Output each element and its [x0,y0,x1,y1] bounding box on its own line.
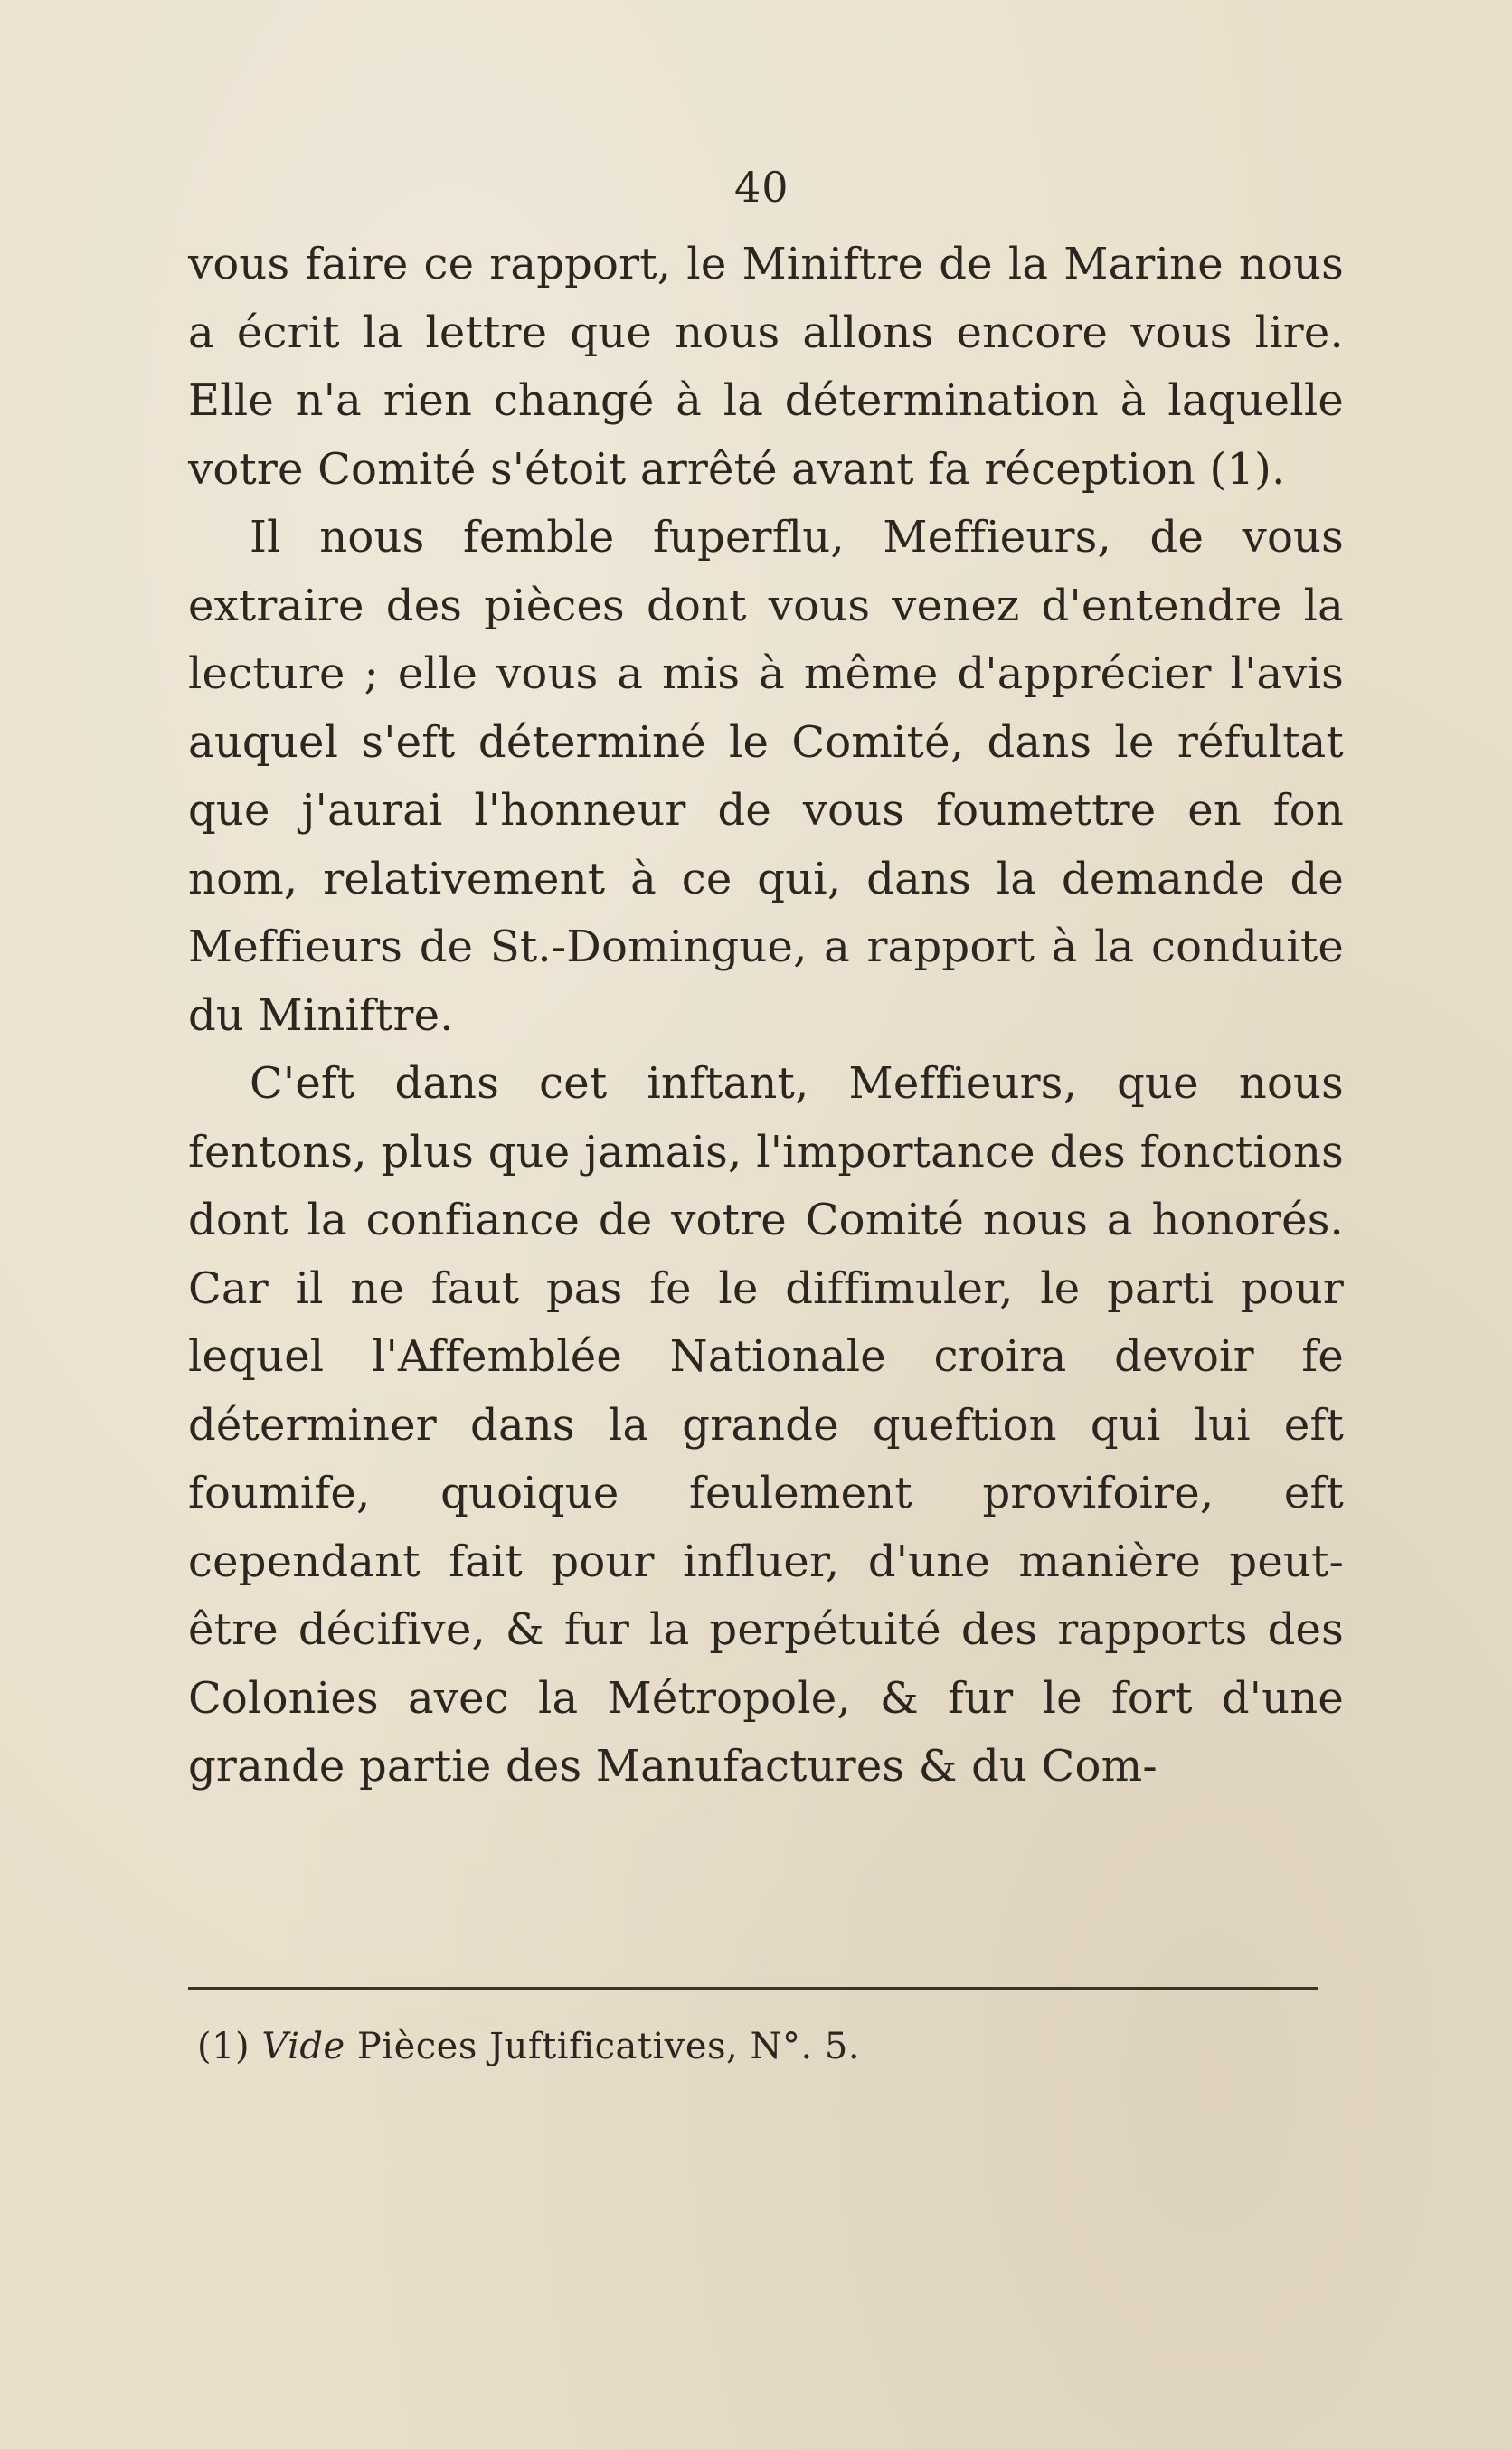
paragraph-1: vous faire ce rapport, le Miniftre de la Marine nous a écrit la lettre que nous allons encore vous lire. Elle n'a rien changé à la détermination à laquelle votre Comité s'étoit arrêté avant fa réception (1). [188,239,1344,495]
footnote-marker: (1) [197,2026,250,2067]
paragraph-2: Il nous femble fuperflu, Meffieurs, de vous extraire des pièces dont vous venez d'entendre la lecture ; elle vous a mis à même d'apprécier l'avis auquel s'eft déterminé le Comité, dans le réfultat que j'aurai l'honneur de vous foumettre en fon nom, relativement à ce qui, dans la demande de Meffieurs de St.-Domingue, a rapport à la conduite du Miniftre. [188,512,1344,1041]
page-number: 40 [734,163,789,212]
footnote-vide: Vide [261,2026,345,2067]
footnote [197,2026,860,2067]
paragraph-3: C'eft dans cet inftant, Meffieurs, que nous fentons, plus que jamais, l'importance des fonctions dont la confiance de votre Comité nous a honorés. Car il ne faut pas fe le diffimuler, le parti pour lequel l'Affemblée Nationale croira devoir fe déterminer dans la grande queftion qui lui eft foumife, quoique feulement provifoire, eft cependant fait pour influer, d'une manière peut-être décifive, & fur la perpétuité des rapports des Colonies avec la Métropole, & fur le fort d'une grande partie des Manufactures & du Com- [188,1058,1344,1792]
body-text [188,231,1344,1801]
footnote-text: Pièces Juftificatives, N°. 5. [356,2026,861,2067]
footnote-rule [188,1987,1318,1990]
